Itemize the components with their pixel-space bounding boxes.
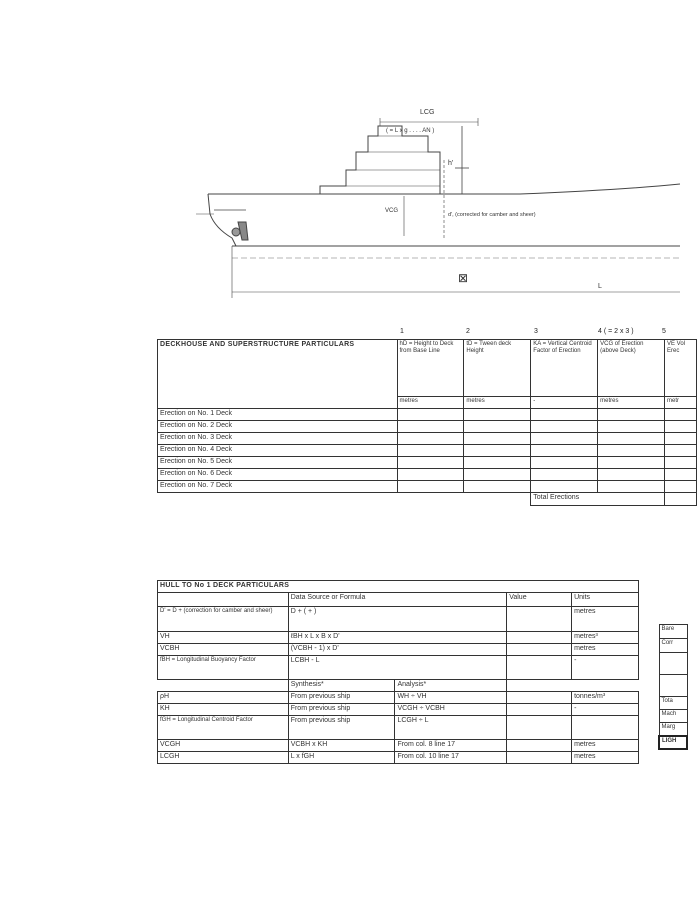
value-cell[interactable] [507, 656, 572, 680]
summary-item: Tota [659, 697, 687, 710]
param-rho-h: ρH [158, 692, 289, 704]
cell[interactable] [531, 409, 598, 421]
formula-d-prime: D + ( + ) [288, 607, 507, 632]
spacer [464, 493, 531, 506]
col-number-2: 2 [466, 328, 470, 335]
synthesis-lcgh: L x fGH [288, 752, 395, 764]
cell[interactable] [464, 433, 531, 445]
units-rho-h: tonnes/m³ [572, 692, 639, 704]
col-header-hd: hD = Height to Deck from Base Line [397, 340, 464, 397]
param-fgh: fGH = Longitudinal Centroid Factor [158, 716, 289, 740]
value-cell[interactable] [507, 607, 572, 632]
formula-vcbh: (VCBH - 1) x D' [288, 644, 507, 656]
cell[interactable] [598, 409, 665, 421]
summary-item: Mach [659, 710, 687, 723]
unit-5: metr [664, 397, 696, 409]
erection-row: Erection on No. 1 Deck [158, 409, 398, 421]
deckhouse-table-title: DECKHOUSE AND SUPERSTRUCTURE PARTICULARS [158, 340, 398, 409]
summary-item: Bare [659, 625, 687, 639]
param-fbh: fBH = Longitudinal Buoyancy Factor [158, 656, 289, 680]
synthesis-kh: From previous ship [288, 704, 395, 716]
value-cell[interactable] [507, 740, 572, 752]
cell[interactable] [531, 481, 598, 493]
cell[interactable] [664, 493, 696, 506]
col-number-5: 5 [662, 328, 666, 335]
col-number-3: 3 [534, 328, 538, 335]
cell[interactable] [664, 445, 696, 457]
cell[interactable] [598, 421, 665, 433]
hull-table-title: HULL TO No 1 DECK PARTICULARS [158, 581, 639, 593]
cell[interactable] [531, 421, 598, 433]
formula-vh: ℓBH x L x B x D' [288, 632, 507, 644]
cell[interactable] [598, 457, 665, 469]
synthesis-vcgh: VCBH x KH [288, 740, 395, 752]
units-vcgh: metres [572, 740, 639, 752]
erection-row: Erection on No. 5 Deck [158, 457, 398, 469]
cell[interactable] [598, 469, 665, 481]
lcg-label: LCG [420, 109, 435, 116]
erection-row: Erection on No. 7 Deck [158, 481, 398, 493]
analysis-fgh: LCGH ÷ L [395, 716, 507, 740]
summary-item [659, 653, 687, 675]
cell[interactable] [397, 445, 464, 457]
erection-row: Erection on No. 4 Deck [158, 445, 398, 457]
synthesis-header: Synthesis* [288, 680, 395, 692]
cell[interactable] [531, 433, 598, 445]
cell[interactable] [664, 409, 696, 421]
units-vcbh: metres [572, 644, 639, 656]
param-lcgh: LCGH [158, 752, 289, 764]
value-header: Value [507, 593, 572, 607]
cell[interactable] [397, 421, 464, 433]
cell[interactable] [464, 445, 531, 457]
cell[interactable] [397, 457, 464, 469]
param-vh: VH [158, 632, 289, 644]
spacer [158, 680, 289, 692]
units-vh: metres³ [572, 632, 639, 644]
cell[interactable] [598, 445, 665, 457]
cell[interactable] [397, 469, 464, 481]
ship-profile-drawing [0, 0, 680, 310]
param-vcgh: VCGH [158, 740, 289, 752]
units-header: Units [572, 593, 639, 607]
length-label: L [598, 283, 602, 290]
unit-3: - [531, 397, 598, 409]
erection-row: Erection on No. 3 Deck [158, 433, 398, 445]
cell[interactable] [464, 469, 531, 481]
summary-item: Corr [659, 639, 687, 653]
summary-item-lightship: LIGH [659, 736, 687, 749]
col-number-4: 4 ( = 2 x 3 ) [598, 328, 634, 335]
vcg-label: VCG [385, 208, 399, 214]
analysis-kh: VCGH ÷ VCBH [395, 704, 507, 716]
midship-symbol: ⊠ [458, 271, 469, 285]
value-cell[interactable] [507, 692, 572, 704]
d-prime-label: d', (corrected for camber and sheer) [448, 212, 536, 218]
param-d-prime: D' = D + (correction for camber and sheer) [158, 607, 289, 632]
value-cell[interactable] [507, 632, 572, 644]
erection-row: Erection on No. 6 Deck [158, 469, 398, 481]
analysis-vcgh: From col. 8 line 17 [395, 740, 507, 752]
cell[interactable] [464, 409, 531, 421]
synthesis-fgh: From previous ship [288, 716, 395, 740]
spacer [158, 493, 398, 506]
spacer [158, 593, 289, 607]
col-header-vcg: VCG of Erection (above Deck) [598, 340, 665, 397]
cell[interactable] [664, 457, 696, 469]
cell[interactable] [531, 457, 598, 469]
units-kh: - [572, 704, 639, 716]
col-header-td: tD = Tween deck Height [464, 340, 531, 397]
cell[interactable] [598, 433, 665, 445]
value-cell[interactable] [507, 704, 572, 716]
unit-2: metres [464, 397, 531, 409]
value-cell[interactable] [507, 716, 572, 740]
deckhouse-table [157, 339, 697, 506]
param-kh: KH [158, 704, 289, 716]
cell[interactable] [464, 457, 531, 469]
summary-item [659, 675, 687, 697]
spacer [507, 680, 572, 692]
col-header-ka: KA = Vertical Centroid Factor of Erection [531, 340, 598, 397]
cell[interactable] [397, 409, 464, 421]
formula-fbh: LCBH - L [288, 656, 507, 680]
spacer [397, 493, 464, 506]
cell[interactable] [464, 421, 531, 433]
data-source-header: Data Source or Formula [288, 593, 507, 607]
cell[interactable] [664, 481, 696, 493]
col-header-ve: VE Vol Erec [664, 340, 696, 397]
units-lcgh: metres [572, 752, 639, 764]
stern-outline [208, 194, 236, 246]
units-fbh: - [572, 656, 639, 680]
units-fgh [572, 716, 639, 740]
analysis-rho-h: WH ÷ VH [395, 692, 507, 704]
analysis-lcgh: From col. 10 line 17 [395, 752, 507, 764]
erection-row: Erection on No. 2 Deck [158, 421, 398, 433]
unit-4: metres [598, 397, 665, 409]
cell[interactable] [664, 421, 696, 433]
weight-summary-table [658, 624, 688, 750]
cell[interactable] [531, 469, 598, 481]
cell[interactable] [664, 433, 696, 445]
param-vcbh: VCBH [158, 644, 289, 656]
cell[interactable] [531, 445, 598, 457]
total-erections-label: Total Erections [531, 493, 665, 506]
propeller-shape [232, 228, 240, 236]
cell[interactable] [397, 433, 464, 445]
value-cell[interactable] [507, 752, 572, 764]
cell[interactable] [664, 469, 696, 481]
spacer [572, 680, 639, 692]
h-prime-label: h' [448, 160, 454, 167]
value-cell[interactable] [507, 644, 572, 656]
cell[interactable] [397, 481, 464, 493]
hull-table [157, 580, 639, 764]
lcg-formula: ( = L x g . . . . AN ) [386, 128, 435, 134]
units-d-prime: metres [572, 607, 639, 632]
cell[interactable] [598, 481, 665, 493]
unit-1: metres [397, 397, 464, 409]
analysis-header: Analysis* [395, 680, 507, 692]
col-number-1: 1 [400, 328, 404, 335]
summary-item: Marg [659, 723, 687, 736]
cell[interactable] [464, 481, 531, 493]
synthesis-rho-h: From previous ship [288, 692, 395, 704]
